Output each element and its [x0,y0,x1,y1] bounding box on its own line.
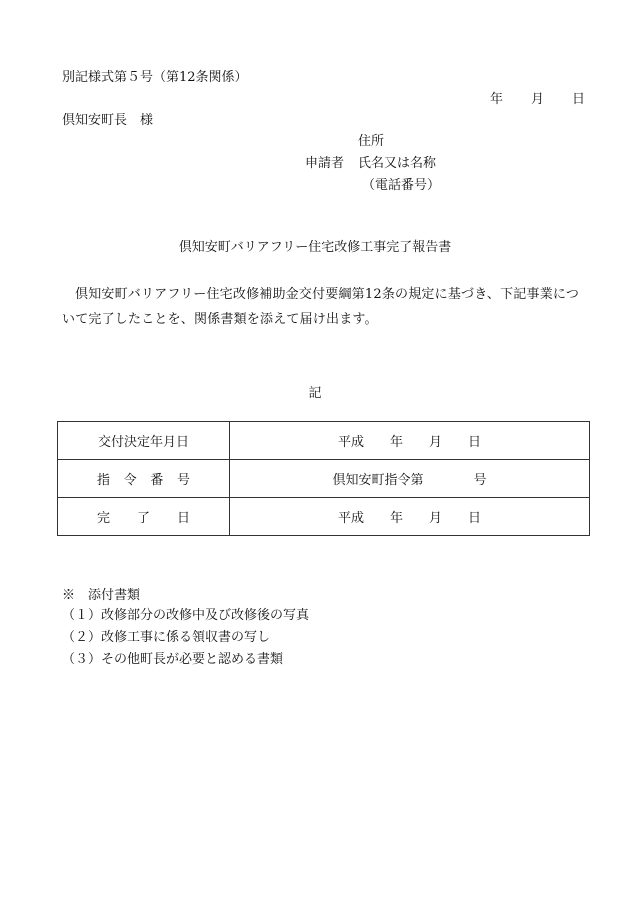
date-day-label: 日 [572,92,586,107]
applicant-name-label: 氏名又は名称 [358,156,437,171]
attachments-list [62,605,309,671]
directive-number-label: 指令番号 [58,460,230,498]
info-table [57,421,590,536]
addressee: 倶知安町長 様 [62,113,154,128]
attachments-title: ※ 添付書類 [62,588,141,603]
list-item: （１）改修部分の改修中及び改修後の写真 [62,608,310,623]
completion-date-value: 平成 年 月 日 [230,498,590,536]
date-year-label: 年 [490,92,504,107]
applicant-phone-label: （電話番号） [362,178,441,193]
grant-decision-date-label: 交付決定年月日 [58,422,230,460]
list-item: （３）その他町長が必要と認める書類 [62,652,284,667]
table-row [58,460,590,498]
table-row [58,422,590,460]
applicant-role-label: 申請者 [305,156,345,171]
completion-date-label: 完了日 [58,498,230,536]
ki-label: 記 [308,386,322,401]
table-row [58,498,590,536]
directive-number-value: 倶知安町指令第 号 [230,460,590,498]
applicant-address-label: 住所 [358,134,385,149]
body-text: 倶知安町バリアフリー住宅改修補助金交付要綱第12条の規定に基づき、下記事業について完了したことを、関係書類を添えて届け出ます。 [62,287,580,327]
list-item: （２）改修工事に係る領収書の写し [62,630,271,645]
form-number: 別記様式第５号（第12条関係） [62,70,248,85]
grant-decision-date-value: 平成 年 月 日 [230,422,590,460]
date-month-label: 月 [531,92,545,107]
document-title: 倶知安町バリアフリー住宅改修工事完了報告書 [178,240,452,255]
submission-date [490,88,585,107]
